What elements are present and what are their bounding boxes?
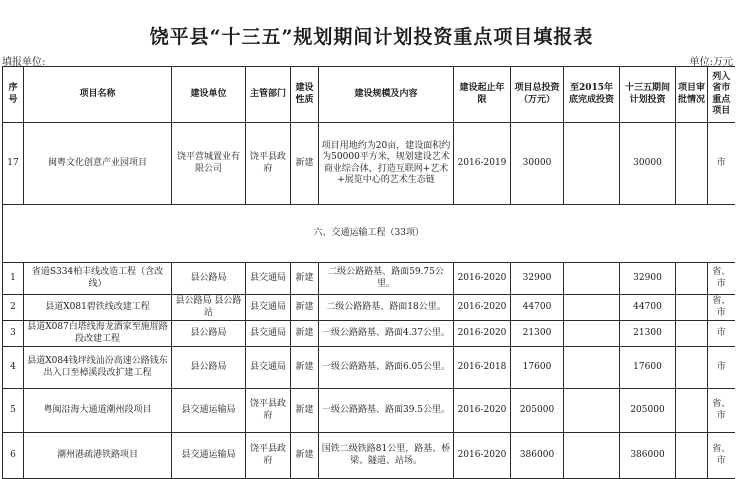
cell-unit: 县公路局 县公路站: [172, 295, 246, 321]
header-total: 项目总投资（万元）: [511, 67, 564, 123]
unit-label: 单位:万元: [689, 57, 733, 68]
cell-key: 市: [708, 123, 735, 205]
cell-dept: 县交通局: [246, 347, 291, 389]
cell-period: 2016-2020: [454, 263, 511, 295]
cell-done2015: [564, 433, 620, 479]
cell-seq: 3: [3, 321, 24, 347]
cell-name: 闽粤文化创意产业园项目: [24, 123, 172, 205]
header-plan135: 十三五期间计划投资: [620, 67, 676, 123]
cell-period: 2016-2020: [454, 295, 511, 321]
header-scale: 建设规模及内容: [319, 67, 454, 123]
cell-name: 县道X081碧铁线改建工程: [24, 295, 172, 321]
cell-key: 省、市: [708, 433, 735, 479]
cell-approval: [676, 263, 708, 295]
table-row: [3, 263, 735, 295]
cell-plan135: 386000: [620, 433, 676, 479]
cell-done2015: [564, 123, 620, 205]
table-row: [3, 123, 735, 205]
cell-seq: 1: [3, 263, 24, 295]
header-seq: 序号: [3, 67, 24, 123]
cell-unit: 县公路局: [172, 347, 246, 389]
cell-plan135: 30000: [620, 123, 676, 205]
header-key: 列入省市重点项目: [708, 67, 735, 123]
cell-approval: [676, 389, 708, 433]
cell-approval: [676, 433, 708, 479]
cell-unit: 饶平营城置业有限公司: [172, 123, 246, 205]
cell-dept: 县交通局: [246, 321, 291, 347]
cell-key: 省、市: [708, 389, 735, 433]
cell-period: 2016-2019: [454, 123, 511, 205]
cell-total: 205000: [511, 389, 564, 433]
cell-plan135: 32900: [620, 263, 676, 295]
cell-key: 市: [708, 321, 735, 347]
header-row: [3, 67, 735, 123]
table-row: [3, 295, 735, 321]
cell-total: 32900: [511, 263, 564, 295]
cell-scale: 一级公路路基、路面6.05公里。: [319, 347, 454, 389]
table-row: [3, 389, 735, 433]
filler-label: 填报单位:: [2, 57, 46, 68]
cell-unit: 县交通运输局: [172, 433, 246, 479]
header-period: 建设起止年限: [454, 67, 511, 123]
cell-nature: 新建: [291, 263, 319, 295]
cell-plan135: 21300: [620, 321, 676, 347]
cell-total: 21300: [511, 321, 564, 347]
cell-nature: 新建: [291, 295, 319, 321]
cell-dept: 饶平县政府: [246, 433, 291, 479]
cell-total: 44700: [511, 295, 564, 321]
header-nature: 建设性质: [291, 67, 319, 123]
cell-scale: 项目用地约为20亩，建设面积约为50000平方米，规划建设艺术商业综合体，打造互联网+艺术+展览中心的艺术生态链: [319, 123, 454, 205]
cell-period: 2016-2020: [454, 389, 511, 433]
cell-dept: 县交通局: [246, 295, 291, 321]
cell-dept: 饶平县政府: [246, 123, 291, 205]
table-row: [3, 347, 735, 389]
cell-name: 粤闽沿海大通道潮州段项目: [24, 389, 172, 433]
cell-key: 省、市: [708, 295, 735, 321]
cell-nature: 新建: [291, 433, 319, 479]
cell-seq: 17: [3, 123, 24, 205]
cell-key: 市: [708, 347, 735, 389]
cell-seq: 4: [3, 347, 24, 389]
cell-scale: 国铁二级铁路81公里，路基、桥梁、隧道、站场。: [319, 433, 454, 479]
page-title: 饶平县“十三五”规划期间计划投资重点项目填报表: [149, 26, 594, 48]
cell-seq: 6: [3, 433, 24, 479]
header-done2015: 至2015年底完成投资: [564, 67, 620, 123]
project-table: [2, 66, 735, 479]
cell-done2015: [564, 389, 620, 433]
cell-name: 省道S334柏丰线改造工程（含改线）: [24, 263, 172, 295]
cell-done2015: [564, 263, 620, 295]
header-unit: 建设单位: [172, 67, 246, 123]
cell-scale: 二级公路路基、路面59.75公里。: [319, 263, 454, 295]
table-row: [3, 321, 735, 347]
section-row: [3, 205, 735, 263]
cell-nature: 新建: [291, 321, 319, 347]
cell-nature: 新建: [291, 123, 319, 205]
cell-seq: 2: [3, 295, 24, 321]
cell-unit: 县公路局: [172, 321, 246, 347]
table-row: [3, 433, 735, 479]
header-approval: 项目审批情况: [676, 67, 708, 123]
cell-done2015: [564, 295, 620, 321]
cell-seq: 5: [3, 389, 24, 433]
cell-approval: [676, 347, 708, 389]
cell-name: 县道X084钱坪线汕汾高速公路钱东出入口至樟溪段改扩建工程: [24, 347, 172, 389]
cell-key: 省、市: [708, 263, 735, 295]
header-dept: 主管部门: [246, 67, 291, 123]
cell-total: 30000: [511, 123, 564, 205]
cell-plan135: 44700: [620, 295, 676, 321]
cell-unit: 县交通运输局: [172, 389, 246, 433]
cell-total: 386000: [511, 433, 564, 479]
header-name: 项目名称: [24, 67, 172, 123]
cell-name: 县道X087白塔线海龙酒家至施厝路段改建工程: [24, 321, 172, 347]
cell-scale: 二级公路路基、路面18公里。: [319, 295, 454, 321]
cell-approval: [676, 295, 708, 321]
cell-scale: 一级公路路基、路面4.37公里。: [319, 321, 454, 347]
cell-plan135: 17600: [620, 347, 676, 389]
cell-nature: 新建: [291, 389, 319, 433]
cell-total: 17600: [511, 347, 564, 389]
cell-done2015: [564, 321, 620, 347]
cell-approval: [676, 123, 708, 205]
section-title: 六、交通运输工程（33项）: [3, 205, 735, 263]
cell-approval: [676, 321, 708, 347]
cell-dept: 县交通局: [246, 263, 291, 295]
cell-scale: 一级公路路基、路面39.5公里。: [319, 389, 454, 433]
cell-period: 2016-2020: [454, 433, 511, 479]
cell-nature: 新建: [291, 347, 319, 389]
cell-unit: 县公路局: [172, 263, 246, 295]
cell-name: 潮州港疏港铁路项目: [24, 433, 172, 479]
cell-done2015: [564, 347, 620, 389]
cell-plan135: 205000: [620, 389, 676, 433]
cell-period: 2016-2020: [454, 321, 511, 347]
cell-period: 2016-2018: [454, 347, 511, 389]
cell-dept: 饶平县政府: [246, 389, 291, 433]
